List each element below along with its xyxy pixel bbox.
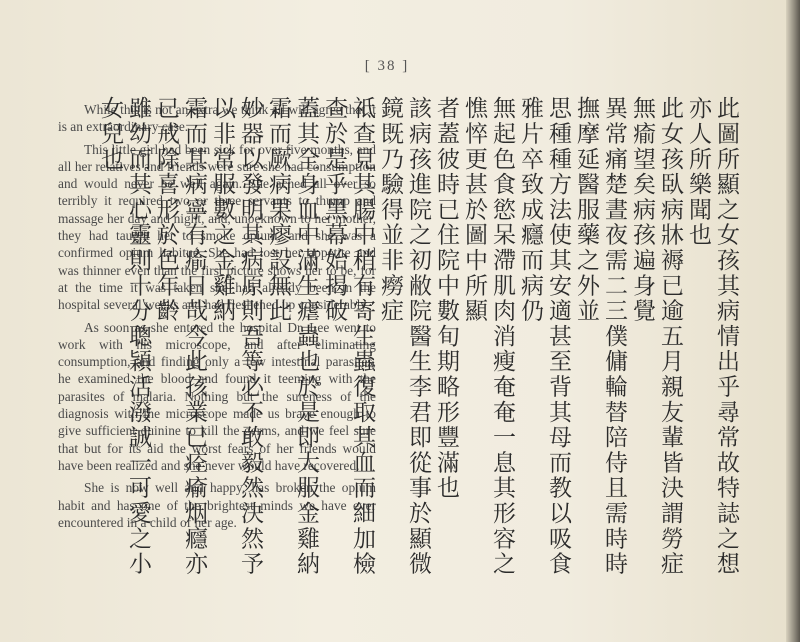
chinese-column: 此圖所顯之女孩其病情出乎尋常故特誌之想亦人所樂聞也 bbox=[685, 96, 739, 577]
chinese-column: 此女孩臥病牀褥已逾五月親友輩皆決謂勞症無瘉望矣病孩遍身覺 bbox=[629, 96, 683, 577]
chinese-column: 該病孩進院之初敝院醫生李君即從事於顯微鏡既乃驗得並非癆症 bbox=[377, 96, 431, 577]
chinese-column: 雖幼而其心靈則十分聰穎活潑誠一可愛之小女兒也 bbox=[97, 96, 151, 577]
chinese-column: 祗查見其腸中稍有寄生蟲復取其血而細加檢查於是乎黑幕始揭破 bbox=[321, 96, 375, 577]
chinese-column: 者蓋彼時已住院中數旬期略形豐滿也 bbox=[433, 96, 459, 501]
english-paragraph: While this is not an extra we think all will agree that it is an extraordinary case. bbox=[58, 102, 376, 135]
page-edge bbox=[786, 0, 800, 642]
chinese-column: 無起色食慾呆滯肌肉消瘦奄奄一息其形容之憔悴更甚於圖中所顯 bbox=[461, 96, 515, 577]
english-paragraph: She is now well and happy, has broken the opium habit and has one of the brightest minds we have ever encountered in a child of her age. bbox=[58, 480, 376, 530]
chinese-column: 霜而其病寧有瘉日哉今此孩業已痊瘉烟癮亦已戒除喜形於色年齡 bbox=[153, 96, 207, 577]
chinese-column: 思種種方法使其安適甚至背其母而教以吸食雅片卒致成癮而病仍 bbox=[517, 96, 571, 577]
chinese-column: 妙器以發明其病原則吾等必不敢毅然決然予以非常服數之金雞納 bbox=[209, 96, 263, 577]
chinese-column: 蓋其全身血中滿生瘧蟲也於是即大服金雞納霜而厥病果瘳設無此 bbox=[265, 96, 319, 577]
english-paragraph: As soon as she entered the hospital Dr. Lee went to work with his microscope, and after eliminating consumption, and finding only a few intestinal parasites, he examined the blood and found it teeming with the parasites of malaria. Nothing but the sureness of the diagnosis with the microscope made us brave enough to give sufficient quinine to kill the germs, and we feel sure that but for its aid the worst fears of her friends would have been realized and she never would have recovered. bbox=[58, 319, 376, 473]
english-paragraph: This little girl had been sick for over five months, and all her relatives and friends were sure she had consumption and would never be well again. She ached all over so terribly it required two or three servants to thump and massage her day and night, and, unbeknown to her mother, they had taught her to smoke opium, and she was a confirmed opium habitué. She had lost her appetite and was thinner even than the first picture shows her to be, for at the time it was taken she had already been in the hospital several weeks and had fleshened up considerably. bbox=[58, 141, 376, 313]
chinese-column: 異常痛楚晝夜需二三僕傭輪替陪侍且需時時撫摩延醫服藥之外並 bbox=[573, 96, 627, 577]
page-number: [ 38 ] bbox=[364, 58, 410, 74]
